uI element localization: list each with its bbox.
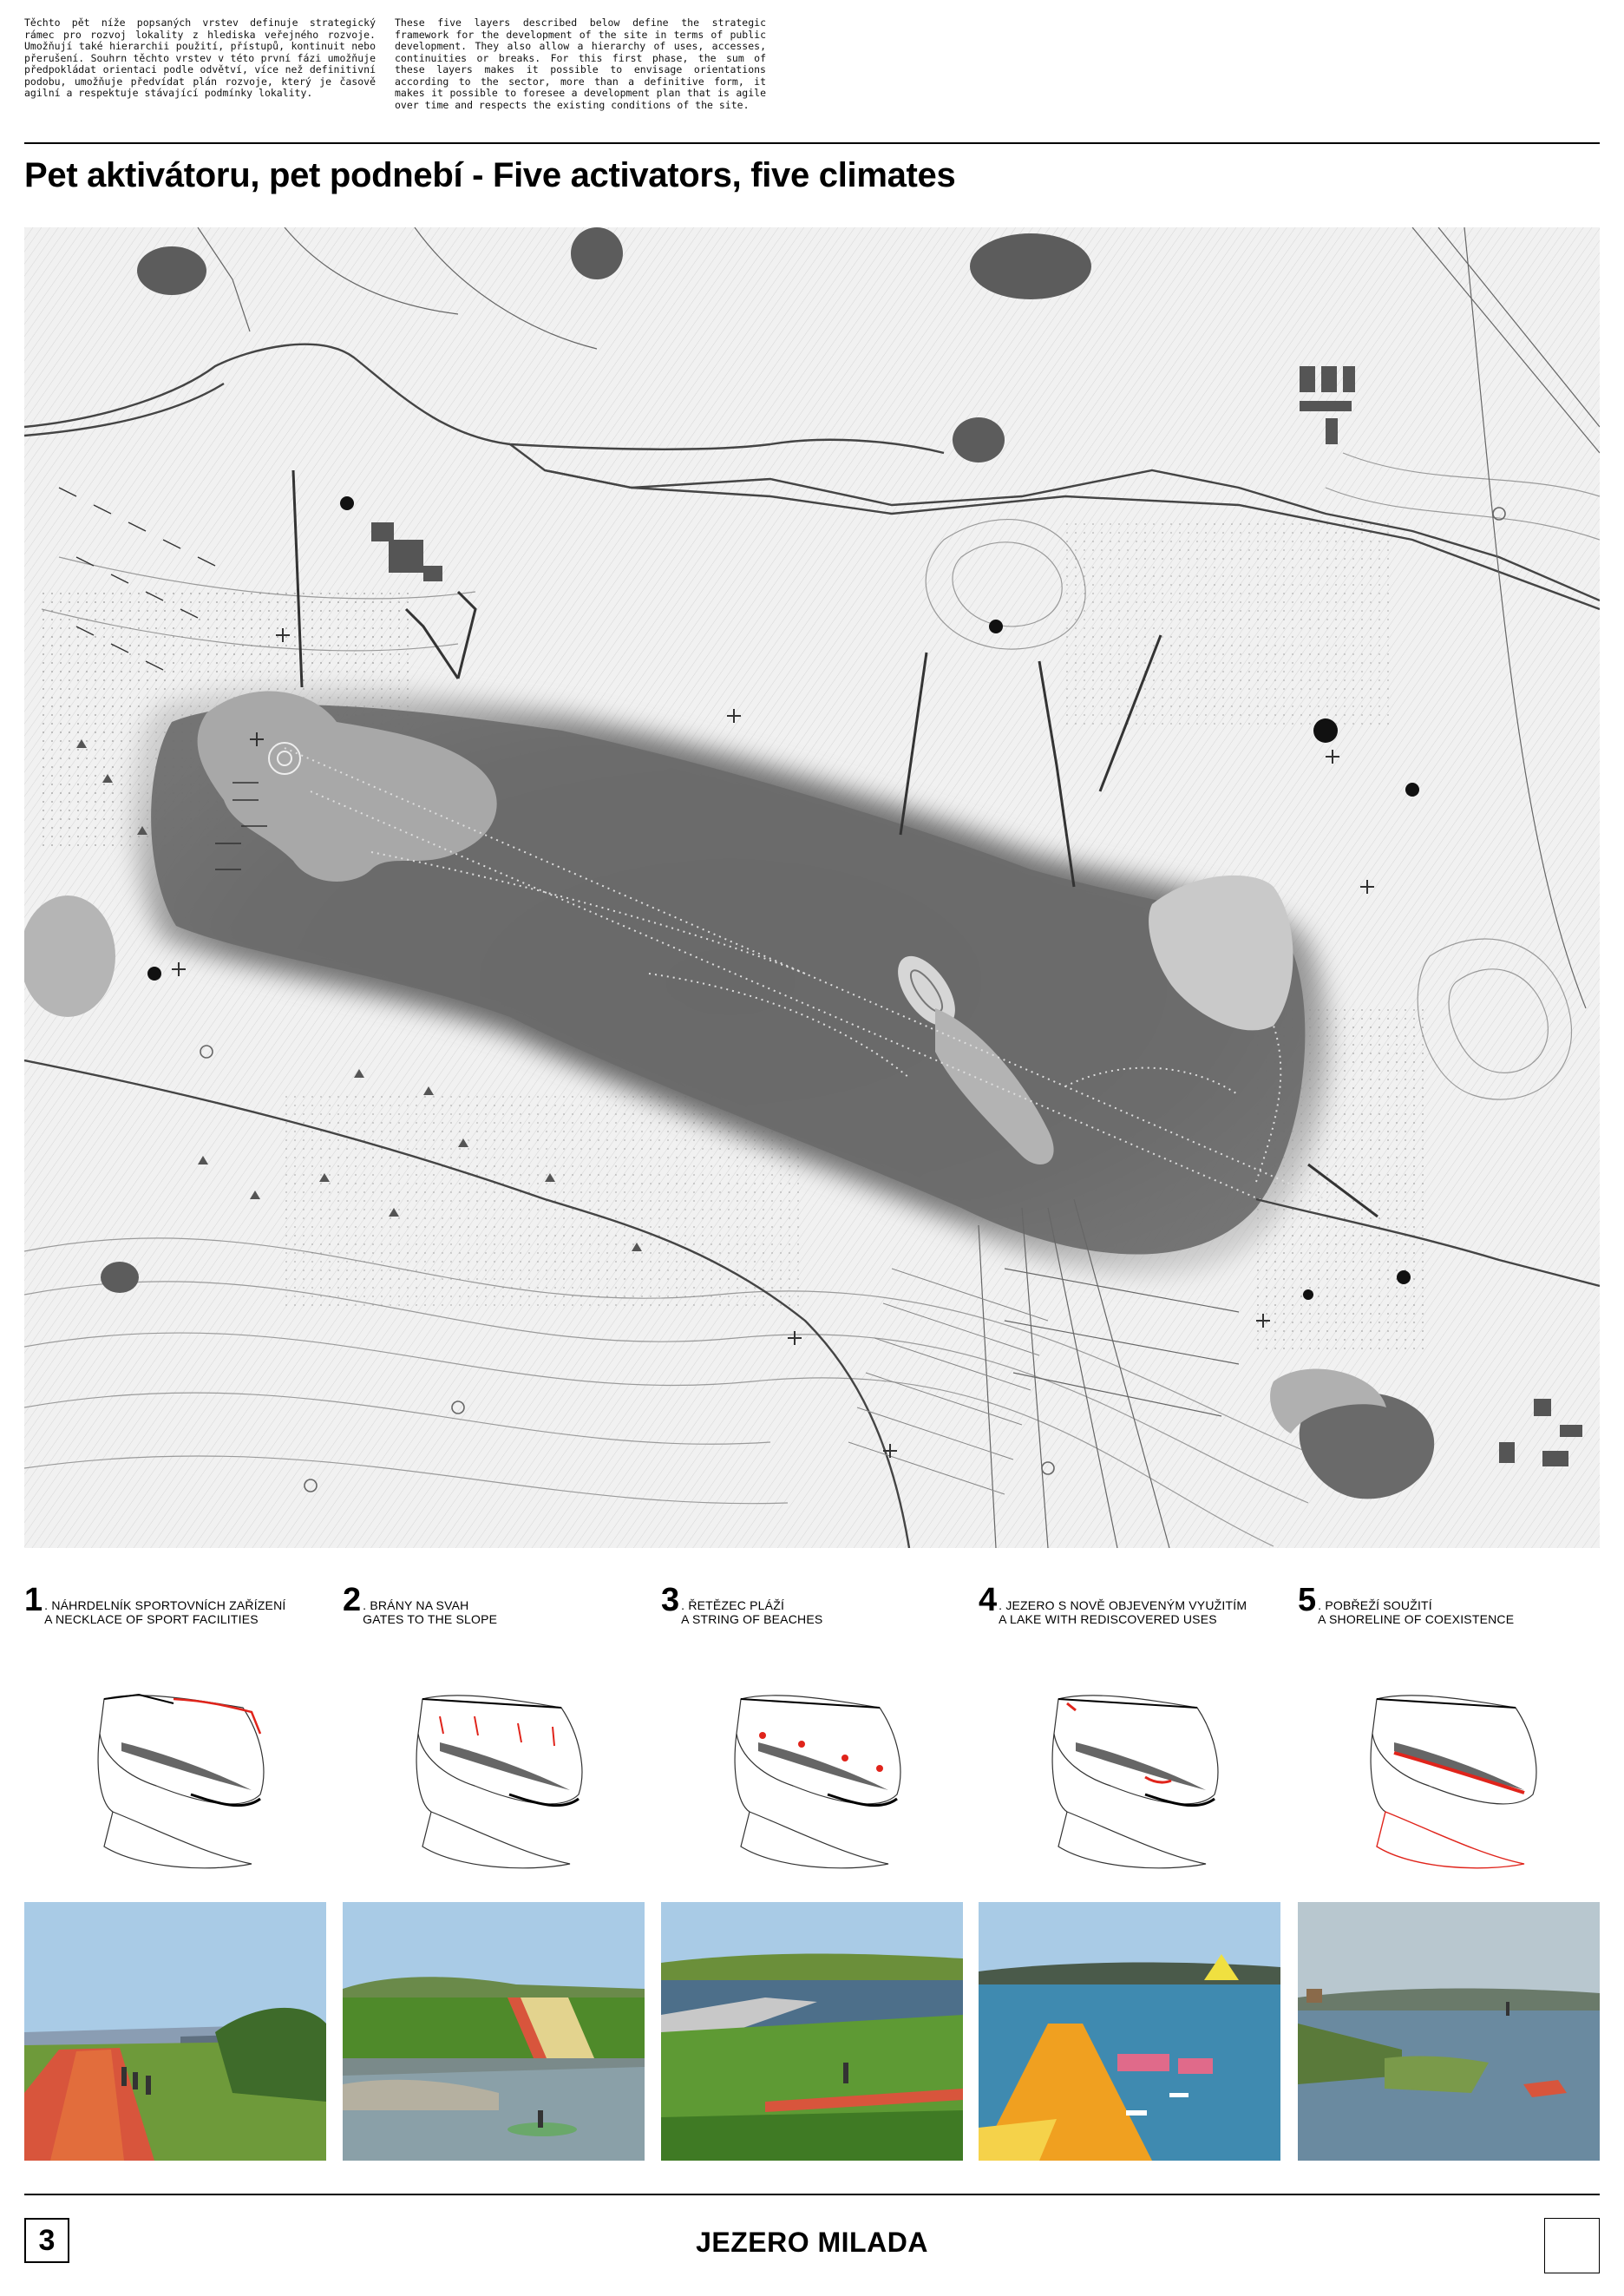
layer-title-english: A SHORELINE OF COEXISTENCE: [1318, 1612, 1515, 1626]
layer-number: 3: [661, 1582, 680, 1618]
layer-3-label: [661, 1582, 956, 1626]
layer-number: 1: [24, 1582, 43, 1618]
photo-lake-uses: [979, 1902, 1280, 2161]
layer-title-english: A LAKE WITH REDISCOVERED USES: [999, 1612, 1217, 1626]
layer-1-label: [24, 1582, 319, 1626]
site-plan-map: [24, 227, 1600, 1548]
photo-shoreline-coexistence: [1298, 1902, 1600, 2161]
layer-title-english: A NECKLACE OF SPORT FACILITIES: [44, 1612, 259, 1626]
photo-gates-slope: [343, 1902, 645, 2161]
layer-3-diagram: [724, 1682, 932, 1874]
layer-number: 4: [979, 1582, 998, 1618]
layer-4-label: [979, 1582, 1291, 1626]
page-title: Pet aktivátoru, pet podnebí - Five activators, five climates: [24, 156, 956, 194]
empty-frame: [1544, 2218, 1600, 2273]
project-title: JEZERO MILADA: [696, 2227, 928, 2258]
layer-5-label: [1298, 1582, 1593, 1626]
layer-5-diagram: [1359, 1682, 1568, 1874]
layer-2-diagram: [405, 1682, 613, 1874]
layer-title-czech: . ŘETĚZEC PLÁŽÍ: [681, 1598, 785, 1612]
layer-1-diagram: [87, 1682, 295, 1874]
layer-title-english: A STRING OF BEACHES: [681, 1612, 823, 1626]
layer-title-english: GATES TO THE SLOPE: [363, 1612, 498, 1626]
photo-sport-track: [24, 1902, 326, 2161]
intro-text-czech: Těchto pět níže popsaných vrstev definuje strategický rámec pro rozvoj lokality z hlediska veřejného rozvoje. Umožňují také hierarchii použití, přístupů, kontinuit nebo přerušení. Souhrn těchto vrstev v této první fázi umožňuje předpokládat orientaci podle odvětví, více než definitivní podobu, umožňuje předvídat plán rozvoje, který je časově agilní a respektuje stávající podmínky lokality.: [24, 16, 376, 99]
layer-title-czech: . NÁHRDELNÍK SPORTOVNÍCH ZAŘÍZENÍ: [44, 1598, 286, 1612]
layer-title-czech: . JEZERO S NOVĚ OBJEVENÝM VYUŽITÍM: [999, 1598, 1247, 1612]
layer-title-czech: . BRÁNY NA SVAH: [363, 1598, 469, 1612]
layer-number: 5: [1298, 1582, 1317, 1618]
layer-title-czech: . POBŘEŽÍ SOUŽITÍ: [1318, 1598, 1432, 1612]
intro-text-english: These five layers described below define the strategic framework for the development of the site in terms of public development. They also allow a hierarchy of uses, accesses, continuities or breaks. For this first phase, the sum of these layers makes it possible to envisage orientations according to the sector, more than a definitive form, it makes it possible to foresee a development plan that is agile over time and respects the existing conditions of the site.: [395, 16, 766, 111]
header-divider: [24, 142, 1600, 144]
page-number: 3: [24, 2218, 69, 2263]
layer-2-label: [343, 1582, 638, 1626]
footer-divider: [24, 2194, 1600, 2195]
photo-string-beaches: [661, 1902, 963, 2161]
layer-4-diagram: [1041, 1682, 1249, 1874]
layer-number: 2: [343, 1582, 362, 1618]
